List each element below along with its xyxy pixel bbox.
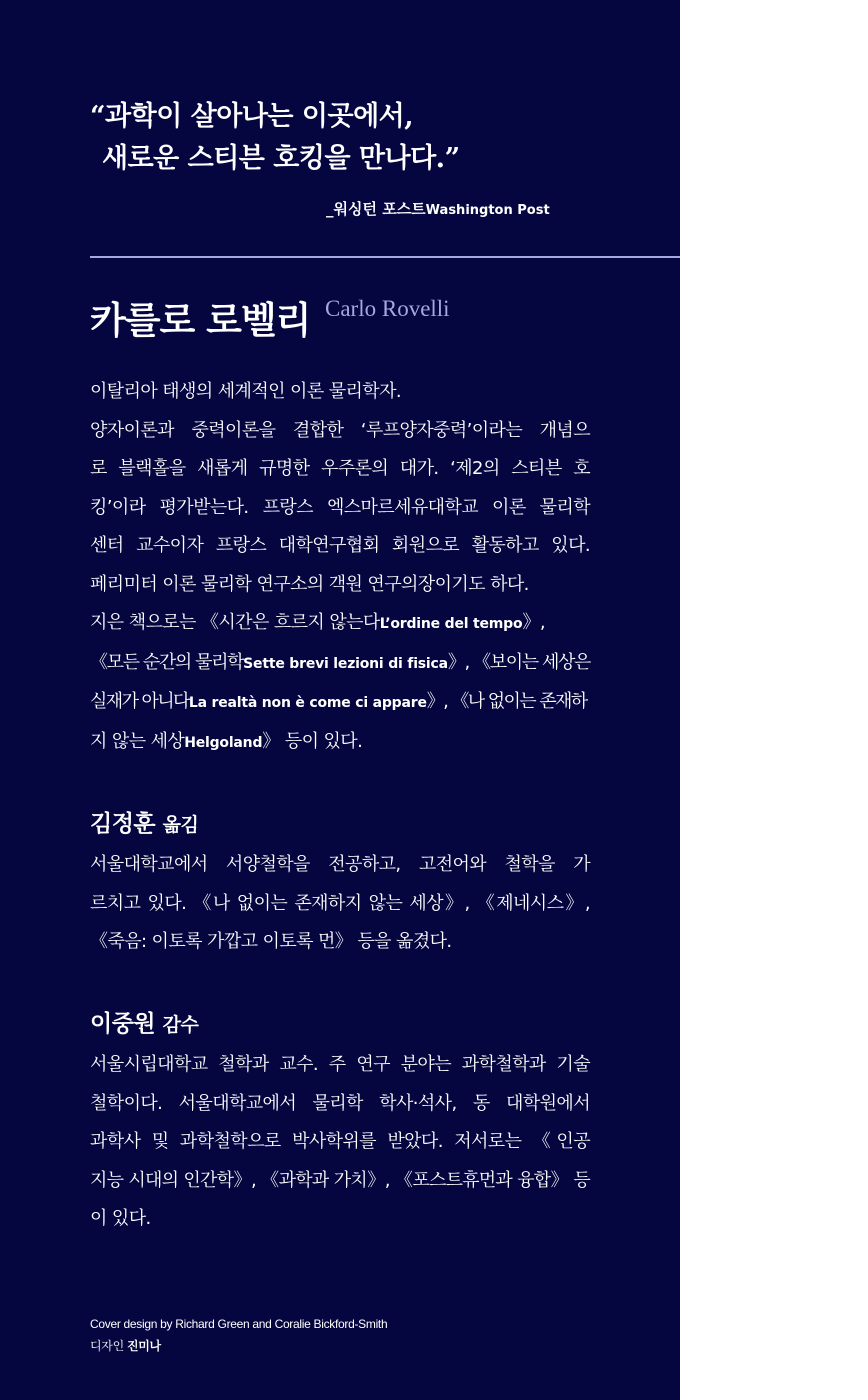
author-bio-line: 이탈리아 태생의 세계적인 이론 물리학자.	[90, 381, 402, 402]
author-books-line-2: 《모든 순간의 물리학Sette brevi lezioni di fisica》, 《보이는 세상은	[90, 651, 590, 673]
supervisor-bio-line: 서울시립대학교 철학과 교수. 주 연구 분야는 과학철학과 기술	[90, 1054, 590, 1075]
author-name-en: Carlo Rovelli	[325, 296, 450, 321]
supervisor-bio-line: 지능 시대의 인간학》, 《과학과 가치》, 《포스트휴먼과 융합》 등	[90, 1169, 590, 1191]
translator-bio-line: 서울대학교에서 서양철학을 전공하고, 고전어와 철학을 가	[90, 854, 590, 875]
translator-heading	[90, 805, 198, 838]
author-bio-line: 센터 교수이자 프랑스 대학연구협회 회원으로 활동하고 있다.	[90, 535, 590, 556]
translator-bio	[90, 846, 590, 962]
review-quote	[90, 96, 460, 180]
quote-line-2: 새로운 스티븐 호킹을 만나다.”	[102, 143, 460, 174]
book-original-title: Helgoland	[184, 734, 263, 751]
author-bio	[90, 373, 590, 762]
author-bio-line: 킹’이라 평가받는다. 프랑스 엑스마르세유대학교 이론 물리학	[90, 496, 590, 518]
book-original-title: La realtà non è come ci appare	[188, 695, 427, 711]
supervisor-bio-line: 이 있다.	[90, 1208, 151, 1229]
divider-line	[90, 256, 680, 258]
blank-page-area	[680, 0, 868, 1400]
book-original-title: L’ordine del tempo	[379, 616, 523, 632]
author-bio-line: 페리미터 이론 물리학 연구소의 객원 연구의장이기도 하다.	[90, 573, 529, 595]
author-books-line-3: 실재가 아니다La realtà non è come ci appare》, 《나 없이는 존재하	[90, 691, 587, 712]
author-bio-line: 로 블랙홀을 새롭게 규명한 우주론의 대가. ‘제2의 스티븐 호	[90, 458, 590, 479]
translator-bio-line: 《죽음: 이토록 가깝고 이토록 먼》 등을 옮겼다.	[90, 931, 452, 952]
supervisor-role: 감수	[162, 1014, 199, 1036]
author-books-line-4: 지 않는 세상Helgoland》 등이 있다.	[90, 730, 363, 752]
quote-line-1: “과학이 살아나는 이곳에서,	[90, 101, 414, 132]
designer-credit: 디자인 진미나	[90, 1339, 161, 1353]
translator-name: 김정훈	[90, 810, 156, 837]
quote-source	[326, 198, 550, 219]
supervisor-heading	[90, 1005, 198, 1038]
design-credits	[90, 1313, 387, 1357]
translator-bio-line: 르치고 있다. 《나 없이는 존재하지 않는 세상》, 《제네시스》,	[90, 892, 590, 914]
supervisor-name: 이중원	[90, 1010, 156, 1037]
author-books-line-1: 지은 책으로는 《시간은 흐르지 않는다L’ordine del tempo》,	[90, 612, 545, 633]
book-original-title: Sette brevi lezioni di fisica	[243, 655, 448, 672]
supervisor-bio	[90, 1046, 590, 1239]
supervisor-bio-line: 과학사 및 과학철학으로 박사학위를 받았다. 저서로는 《인공	[90, 1131, 590, 1152]
supervisor-bio-line: 철학이다. 서울대학교에서 물리학 학사·석사, 동 대학원에서	[90, 1092, 590, 1114]
author-name-ko: 카를로 로벨리	[90, 298, 311, 342]
author-bio-line: 양자이론과 중력이론을 결합한 ‘루프양자중력’이라는 개념으	[90, 419, 590, 441]
quote-source-ko: _워싱턴 포스트	[326, 200, 426, 218]
cover-design-credit: Cover design by Richard Green and Coralie Bickford-Smith	[90, 1317, 388, 1331]
translator-role: 옮김	[162, 814, 199, 836]
quote-source-en: Washington Post	[425, 203, 550, 218]
